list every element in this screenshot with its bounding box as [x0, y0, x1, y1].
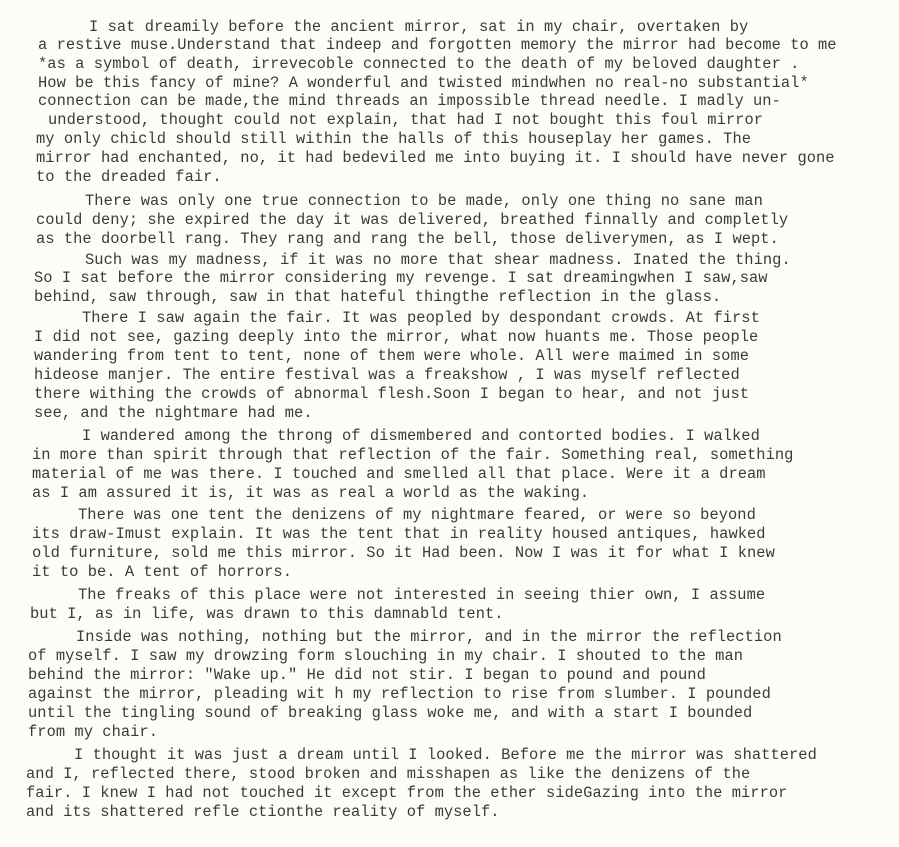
text-line: but I, as in life, was drawn to this damnabld tent. [30, 605, 504, 623]
text-line: until the tingling sound of breaking glass woke me, and with a start I bounded [28, 704, 753, 722]
text-line: from my chair. [28, 723, 159, 741]
text-line: to the dreaded fair. [36, 168, 222, 186]
text-line: connection can be made,the mind threads an impossible thread needle. I madly un- [38, 92, 781, 110]
text-line: I wandered among the throng of dismembered and contorted bodies. I walked [82, 427, 760, 445]
text-line: in more than spirit through that reflection of the fair. Something real, something [32, 446, 794, 464]
text-line: against the mirror, pleading wit h my reflection to rise from slumber. I pounded [28, 685, 771, 703]
text-line: Inside was nothing, nothing but the mirror, and in the mirror the reflection [76, 628, 782, 646]
text-line: and its shattered refle ctionthe reality of myself. [26, 803, 500, 821]
text-line: *as a symbol of death, irrevecoble connected to the death of my beloved daughter . [38, 55, 800, 73]
text-line: How be this fancy of mine? A wonderful and twisted mindwhen no real-no substantial* [38, 74, 809, 92]
text-line: There I saw again the fair. It was peopled by despondant crowds. At first [82, 309, 760, 327]
text-line: I did not see, gazing deeply into the mirror, what now huants me. Those people [34, 328, 759, 346]
text-line: I sat dreamily before the ancient mirror, sat in my chair, overtaken by [89, 18, 749, 36]
text-line: hideose manjer. The entire festival was a freakshow , I was myself reflected [34, 366, 740, 384]
text-line: The freaks of this place were not interested in seeing thier own, I assume [78, 586, 766, 604]
text-line: there withing the crowds of abnormal flesh.Soon I began to hear, and not just [34, 385, 750, 403]
text-line: material of me was there. I touched and smelled all that place. Were it a dream [32, 465, 766, 483]
text-line: as the doorbell rang. They rang and rang the bell, those deliverymen, as I wept. [36, 230, 779, 248]
text-line: Such was my madness, if it was no more that shear madness. Inated the thing. [85, 251, 791, 269]
text-line: fair. I knew I had not touched it except from the ether sideGazing into the mirror [26, 784, 788, 802]
text-line: There was one tent the denizens of my nightmare feared, or were so beyond [78, 506, 756, 524]
text-line: mirror had enchanted, no, it had bedeviled me into buying it. I should have never gone [36, 149, 835, 167]
text-line: it to be. A tent of horrors. [32, 563, 293, 581]
text-line: understood, thought could not explain, that had I not bought this foul mirror [48, 111, 764, 129]
text-line: as I am assured it is, it was as real a world as the waking. [32, 484, 590, 502]
text-line: could deny; she expired the day it was delivered, breathed finnally and completly [36, 211, 789, 229]
text-line: and I, reflected there, stood broken and misshapen as like the denizens of the [26, 765, 751, 783]
text-line: behind, saw through, saw in that hateful thingthe reflection in the glass. [34, 288, 722, 306]
text-line: see, and the nightmare had me. [34, 404, 313, 422]
text-line: my only chicld should still within the halls of this houseplay her games. The [36, 130, 752, 148]
text-line: I thought it was just a dream until I looked. Before me the mirror was shattered [74, 746, 817, 764]
text-line: its draw-Imust explain. It was the tent that in reality housed antiques, hawked [32, 525, 766, 543]
text-line: There was only one true connection to be made, only one thing no sane man [85, 192, 763, 210]
text-line: a restive muse.Understand that indeep and forgotten memory the mirror had become to me [38, 36, 837, 54]
text-line: So I sat before the mirror considering my revenge. I sat dreamingwhen I saw,saw [34, 269, 768, 287]
text-line: old furniture, sold me this mirror. So it Had been. Now I was it for what I knew [32, 544, 775, 562]
text-line: behind the mirror: "Wake up." He did not stir. I began to pound and pound [28, 666, 706, 684]
text-line: wandering from tent to tent, none of them were whole. All were maimed in some [34, 347, 750, 365]
text-line: of myself. I saw my drowzing form slouching in my chair. I shouted to the man [28, 647, 744, 665]
